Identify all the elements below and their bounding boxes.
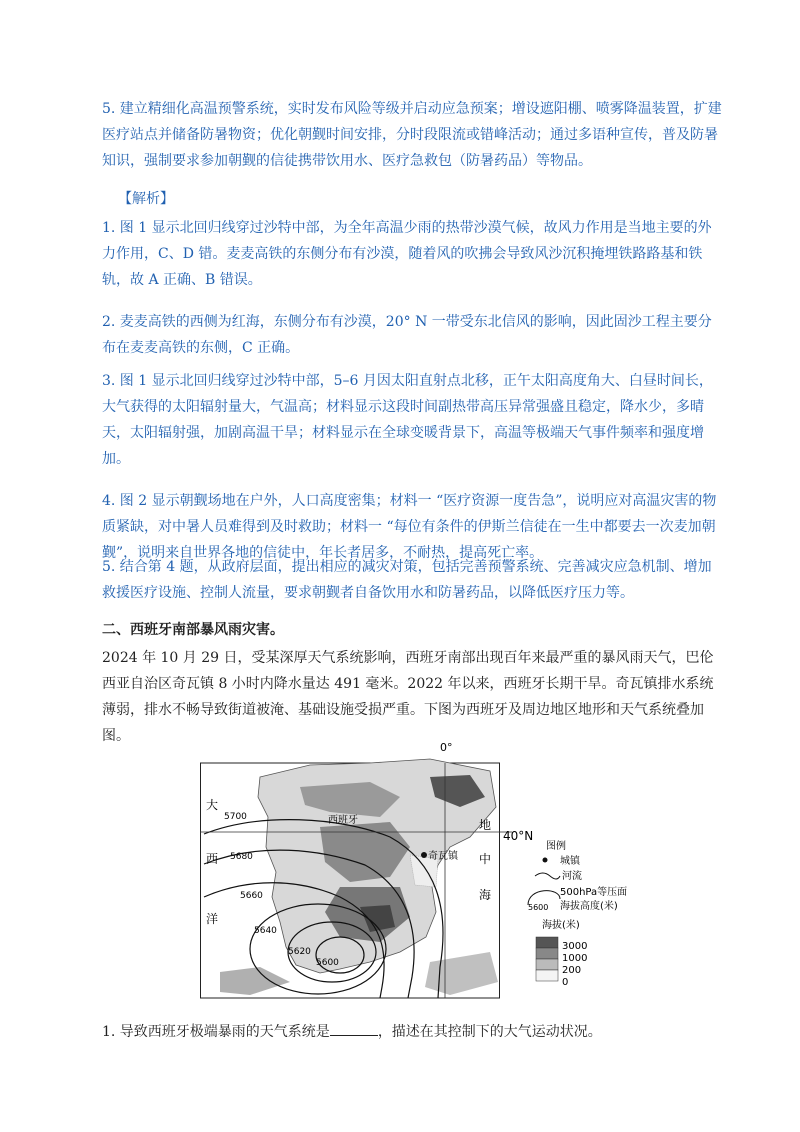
country-label: 西班牙 — [328, 815, 358, 826]
legend-river: 河流 — [562, 871, 582, 882]
legend-river-icon — [535, 873, 560, 879]
spain-terrain-weather-map — [200, 737, 640, 999]
analysis-item-2: 2. 麦麦高铁的西侧为红海，东侧分布有沙漠，20° N 一带受东北信风的影响，因此固沙工程主要分布在麦麦高铁的东侧，C 正确。 — [102, 314, 712, 356]
analysis-item-5: 5. 结合第 4 题，从政府层面，提出相应的减灾对策，包括完善预警系统、完善减灾应急机制、增加救援医疗设施、控制人流量，要求朝觐者自备饮用水和防暑药品，以降低医疗压力等。 — [102, 559, 712, 601]
legend-isobar-line1: 500hPa等压面 — [560, 887, 628, 898]
legend-elev-3000: 3000 — [562, 941, 588, 952]
question-1-suffix: ，描述在其控制下的大气运动状况。 — [377, 1024, 602, 1040]
legend-elev-200: 200 — [562, 965, 582, 976]
isobar-label-5640: 5640 — [254, 926, 277, 936]
isobar-label-5700: 5700 — [224, 812, 247, 822]
legend-title: 图例 — [546, 841, 566, 852]
analysis-item-3: 3. 图 1 显示北回归线穿过沙特中部，5–6 月因太阳直射点北移，正午太阳高度角大、白昼时间长，大气获得的太阳辐射量大，气温高；材料显示这段时间副热带高压异常强盛且稳定，降水少，多晴天，太阳辐射强，加剧高温干旱；材料显示在全球变暖背景下，高温等极端天气事件频率和强度增加。 — [102, 373, 713, 467]
analysis-item-4: 4. 图 2 显示朝觐场地在户外，人口高度密集；材料一 “医疗资源一度告急”，说明应对高温灾害的物质紧缺，对中暑人员难得到及时救助；材料一 “每位有条件的伊斯兰信徒在一生中都要去一次麦加朝觐”，说明来自世界各地的信徒中，年长者居多，不耐热，提高死亡率。 — [102, 493, 717, 561]
ocean-char-2: 西 — [206, 852, 219, 866]
legend-elev-title: 海拔(米) — [542, 920, 580, 931]
town-dot — [421, 852, 427, 858]
sea-char-2: 中 — [479, 852, 492, 866]
legend-isobar-sample: 5600 — [528, 903, 549, 912]
map-legend — [528, 839, 627, 988]
isobar-label-5660: 5660 — [240, 891, 263, 901]
analysis-label: 【解析】 — [118, 191, 174, 207]
analysis-item-1: 1. 图 1 显示北回归线穿过沙特中部，为全年高温少雨的热带沙漠气候，故风力作用是当地主要的外力作用，C、D 错。麦麦高铁的东侧分布有沙漠，随着风的吹拂会导致风沙沉积掩埋铁路路基和铁轨，故 A 正确、B 错误。 — [102, 220, 712, 288]
isobar-label-5600: 5600 — [316, 958, 339, 968]
meridian-label: 0° — [440, 741, 453, 754]
answer-5: 5. 建立精细化高温预警系统，实时发布风险等级并启动应急预案；增设遮阳棚、喷雾降温装置，扩建医疗站点并储备防暑物资；优化朝觐时间安排，分时段限流或错峰活动；通过多语种宣传，普及防暑知识，强制要求参加朝觐的信徒携带饮用水、医疗急救包（防暑药品）等物品。 — [102, 101, 722, 169]
isobar-label-5680: 5680 — [230, 852, 253, 862]
question-1 — [102, 1019, 722, 1045]
legend-isobar-line2: 海拔高度(米) — [560, 901, 618, 912]
section-2-intro: 2024 年 10 月 29 日，受某深厚天气系统影响，西班牙南部出现百年来最严重的暴风雨天气，巴伦西亚自治区奇瓦镇 8 小时内降水量达 491 毫米。2022 年以来，西班牙长期干旱。奇瓦镇排水系统薄弱，排水不畅导致街道被淹、基础设施受损严重。下图为西班牙及周边地区地形和天气系统叠加图。 — [102, 650, 714, 744]
ocean-char-1: 大 — [206, 798, 219, 812]
town-label: 奇瓦镇 — [428, 851, 458, 862]
parallel-label: 40°N — [503, 829, 534, 843]
answer-blank[interactable] — [330, 1021, 378, 1036]
sea-char-3: 海 — [479, 888, 492, 902]
legend-elev-1000: 1000 — [562, 953, 588, 964]
question-1-prefix: 1. 导致西班牙极端暴雨的天气系统是 — [102, 1024, 330, 1040]
isobar-label-5620: 5620 — [288, 947, 311, 957]
legend-elev-0: 0 — [562, 977, 569, 988]
legend-town: 城镇 — [560, 856, 580, 867]
sea-char-1: 地 — [479, 818, 492, 832]
ocean-char-3: 洋 — [206, 912, 219, 926]
legend-town-icon — [543, 858, 548, 863]
section-2-title: 二、西班牙南部暴风雨灾害。 — [102, 622, 284, 638]
